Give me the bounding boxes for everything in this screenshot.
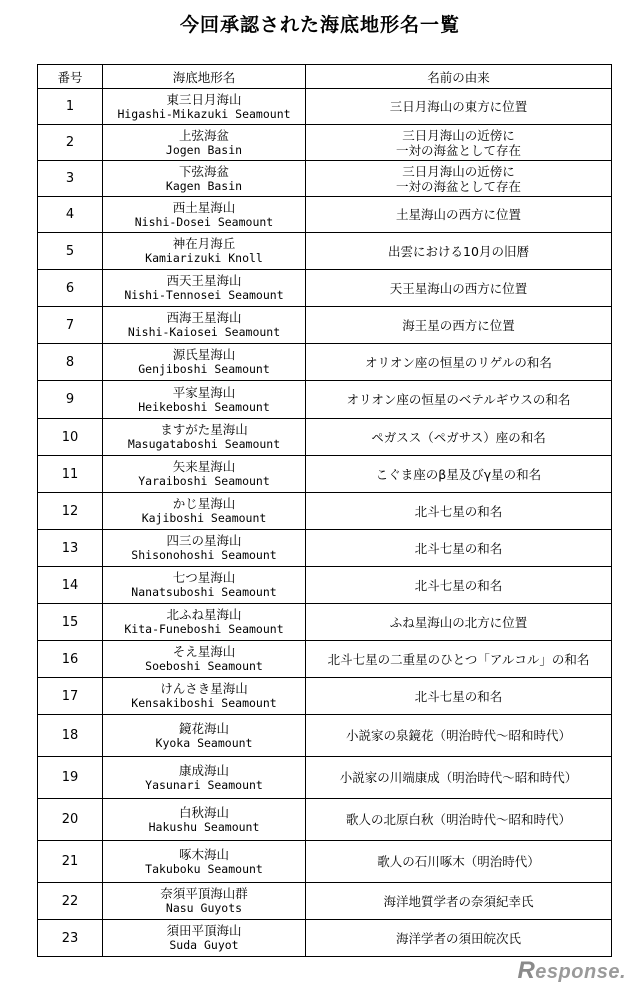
feature-name-cell — [103, 799, 306, 841]
name-origin: 三日月海山の東方に位置 — [306, 89, 612, 125]
feature-name-jp: 西海王星海山 — [166, 310, 242, 325]
feature-name-cell — [103, 270, 306, 307]
row-number: 7 — [38, 307, 103, 344]
table-row — [38, 493, 612, 530]
feature-name-en: Jogen Basin — [165, 142, 243, 157]
feature-name-jp: 上弦海盆 — [178, 127, 229, 143]
feature-name-jp: 七つ星海山 — [172, 570, 236, 585]
table-row — [38, 344, 612, 381]
feature-name-en: Kyoka Seamount — [155, 735, 253, 750]
table-row — [38, 270, 612, 307]
table-row — [38, 197, 612, 233]
feature-name-cell — [103, 715, 306, 757]
feature-name-en: Hakushu Seamount — [148, 819, 260, 834]
feature-name-jp: かじ星海山 — [172, 496, 236, 511]
name-origin: 歌人の北原白秋（明治時代～昭和時代） — [306, 799, 612, 841]
header-origin: 名前の由来 — [306, 65, 612, 89]
row-number: 6 — [38, 270, 103, 307]
feature-name-cell — [103, 419, 306, 456]
feature-name-jp: 西土星海山 — [172, 199, 236, 215]
table-row — [38, 678, 612, 715]
feature-name-en: Kensakiboshi Seamount — [131, 696, 277, 710]
feature-name-jp: 奈須平頂海山群 — [160, 886, 248, 901]
name-origin: こぐま座のβ星及びγ星の和名 — [306, 456, 612, 493]
name-origin: 海洋地質学者の奈須紀幸氏 — [306, 883, 612, 920]
feature-name-cell — [103, 161, 306, 197]
feature-name-en: Nishi-Kaiosei Seamount — [127, 325, 281, 339]
row-number: 10 — [38, 419, 103, 456]
name-origin: 三日月海山の近傍に 一対の海盆として存在 — [306, 161, 612, 197]
feature-name-jp: 東三日月海山 — [166, 91, 242, 107]
table-row — [38, 567, 612, 604]
table-header-row — [38, 65, 612, 89]
name-origin: ペガスス（ペガサス）座の和名 — [306, 419, 612, 456]
row-number: 19 — [38, 757, 103, 799]
name-origin: 出雲における10月の旧暦 — [306, 233, 612, 270]
feature-name-jp: 須田平頂海山 — [166, 923, 242, 938]
table-row — [38, 381, 612, 419]
row-number: 8 — [38, 344, 103, 381]
name-origin: 歌人の石川啄木（明治時代） — [306, 841, 612, 883]
name-origin: オリオン座の恒星のベテルギウスの和名 — [306, 381, 612, 419]
feature-name-en: Nishi-Dosei Seamount — [134, 214, 274, 229]
row-number: 9 — [38, 381, 103, 419]
name-origin: 海洋学者の須田皖次氏 — [306, 920, 612, 957]
name-origin: 天王星海山の西方に位置 — [306, 270, 612, 307]
feature-name-cell — [103, 920, 306, 957]
name-origin: 土星海山の西方に位置 — [306, 197, 612, 233]
row-number: 22 — [38, 883, 103, 920]
row-number: 4 — [38, 197, 103, 233]
name-origin: 北斗七星の和名 — [306, 530, 612, 567]
feature-name-cell — [103, 641, 306, 678]
feature-name-en: Kamiarizuki Knoll — [145, 251, 263, 265]
feature-name-cell — [103, 344, 306, 381]
feature-name-cell — [103, 456, 306, 493]
row-number: 13 — [38, 530, 103, 567]
feature-name-en: Kagen Basin — [165, 178, 243, 193]
feature-name-en: Masugataboshi Seamount — [127, 437, 281, 451]
table-row — [38, 125, 612, 161]
row-number: 17 — [38, 678, 103, 715]
row-number: 12 — [38, 493, 103, 530]
feature-name-en: Heikeboshi Seamount — [138, 399, 270, 414]
feature-name-jp: 矢来星海山 — [172, 459, 236, 474]
feature-name-jp: けんさき星海山 — [160, 681, 248, 696]
table-row — [38, 419, 612, 456]
response-watermark-logo: Response. — [517, 957, 626, 984]
table-row — [38, 757, 612, 799]
row-number: 3 — [38, 161, 103, 197]
header-name: 海底地形名 — [103, 65, 306, 89]
row-number: 5 — [38, 233, 103, 270]
feature-name-cell — [103, 493, 306, 530]
name-origin: 三日月海山の近傍に 一対の海盆として存在 — [306, 125, 612, 161]
feature-name-en: Yasunari Seamount — [145, 777, 263, 792]
feature-name-en: Nanatsuboshi Seamount — [131, 585, 277, 599]
table-row — [38, 456, 612, 493]
name-origin: オリオン座の恒星のリゲルの和名 — [306, 344, 612, 381]
name-origin: 北斗七星の和名 — [306, 678, 612, 715]
name-origin: 小説家の川端康成（明治時代～昭和時代） — [306, 757, 612, 799]
row-number: 18 — [38, 715, 103, 757]
seamount-names-table — [37, 64, 612, 957]
feature-name-jp: 神在月海丘 — [172, 236, 236, 251]
feature-name-en: Kajiboshi Seamount — [141, 511, 267, 525]
feature-name-jp: 四三の星海山 — [166, 533, 242, 548]
table-row — [38, 530, 612, 567]
feature-name-jp: 白秋海山 — [178, 804, 229, 820]
feature-name-jp: 康成海山 — [178, 762, 229, 778]
header-number: 番号 — [38, 65, 103, 89]
feature-name-cell — [103, 841, 306, 883]
table-row — [38, 161, 612, 197]
feature-name-en: Suda Guyot — [169, 938, 239, 952]
feature-name-en: Higashi-Mikazuki Seamount — [117, 106, 291, 121]
feature-name-cell — [103, 604, 306, 641]
feature-name-cell — [103, 757, 306, 799]
table-row — [38, 233, 612, 270]
feature-name-cell — [103, 125, 306, 161]
row-number: 1 — [38, 89, 103, 125]
feature-name-jp: 鏡花海山 — [178, 720, 229, 736]
feature-name-jp: ますがた星海山 — [160, 422, 248, 437]
feature-name-jp: 下弦海盆 — [178, 163, 229, 179]
feature-name-cell — [103, 530, 306, 567]
row-number: 23 — [38, 920, 103, 957]
feature-name-en: Kita-Funeboshi Seamount — [124, 622, 284, 636]
table-row — [38, 883, 612, 920]
feature-name-jp: 啄木海山 — [178, 846, 229, 862]
feature-name-jp: そえ星海山 — [172, 644, 236, 659]
feature-name-jp: 西天王星海山 — [166, 273, 242, 288]
table-row — [38, 715, 612, 757]
page-title: 今回承認された海底地形名一覧 — [179, 14, 460, 36]
row-number: 2 — [38, 125, 103, 161]
table-row — [38, 920, 612, 957]
row-number: 11 — [38, 456, 103, 493]
feature-name-en: Yaraiboshi Seamount — [138, 474, 270, 488]
feature-name-cell — [103, 381, 306, 419]
feature-name-en: Shisonohoshi Seamount — [131, 548, 277, 562]
name-origin: 小説家の泉鏡花（明治時代～昭和時代） — [306, 715, 612, 757]
feature-name-cell — [103, 883, 306, 920]
feature-name-jp: 平家星海山 — [172, 384, 236, 400]
name-origin: 北斗七星の和名 — [306, 567, 612, 604]
feature-name-en: Soeboshi Seamount — [145, 659, 263, 673]
feature-name-cell — [103, 89, 306, 125]
name-origin: 海王星の西方に位置 — [306, 307, 612, 344]
name-origin: ふね星海山の北方に位置 — [306, 604, 612, 641]
feature-name-jp: 北ふね星海山 — [166, 607, 242, 622]
row-number: 14 — [38, 567, 103, 604]
row-number: 21 — [38, 841, 103, 883]
feature-name-cell — [103, 233, 306, 270]
table-row — [38, 641, 612, 678]
table-row — [38, 89, 612, 125]
row-number: 20 — [38, 799, 103, 841]
row-number: 15 — [38, 604, 103, 641]
feature-name-en: Nasu Guyots — [165, 901, 243, 915]
table-row — [38, 307, 612, 344]
table-row — [38, 799, 612, 841]
table-row — [38, 604, 612, 641]
feature-name-en: Genjiboshi Seamount — [138, 362, 270, 376]
feature-name-en: Nishi-Tennosei Seamount — [124, 288, 284, 302]
table-row — [38, 841, 612, 883]
feature-name-jp: 源氏星海山 — [172, 347, 236, 362]
name-origin: 北斗七星の和名 — [306, 493, 612, 530]
feature-name-cell — [103, 678, 306, 715]
feature-name-en: Takuboku Seamount — [145, 861, 263, 876]
feature-name-cell — [103, 567, 306, 604]
feature-name-cell — [103, 197, 306, 233]
name-origin: 北斗七星の二重星のひとつ「アルコル」の和名 — [306, 641, 612, 678]
feature-name-cell — [103, 307, 306, 344]
row-number: 16 — [38, 641, 103, 678]
